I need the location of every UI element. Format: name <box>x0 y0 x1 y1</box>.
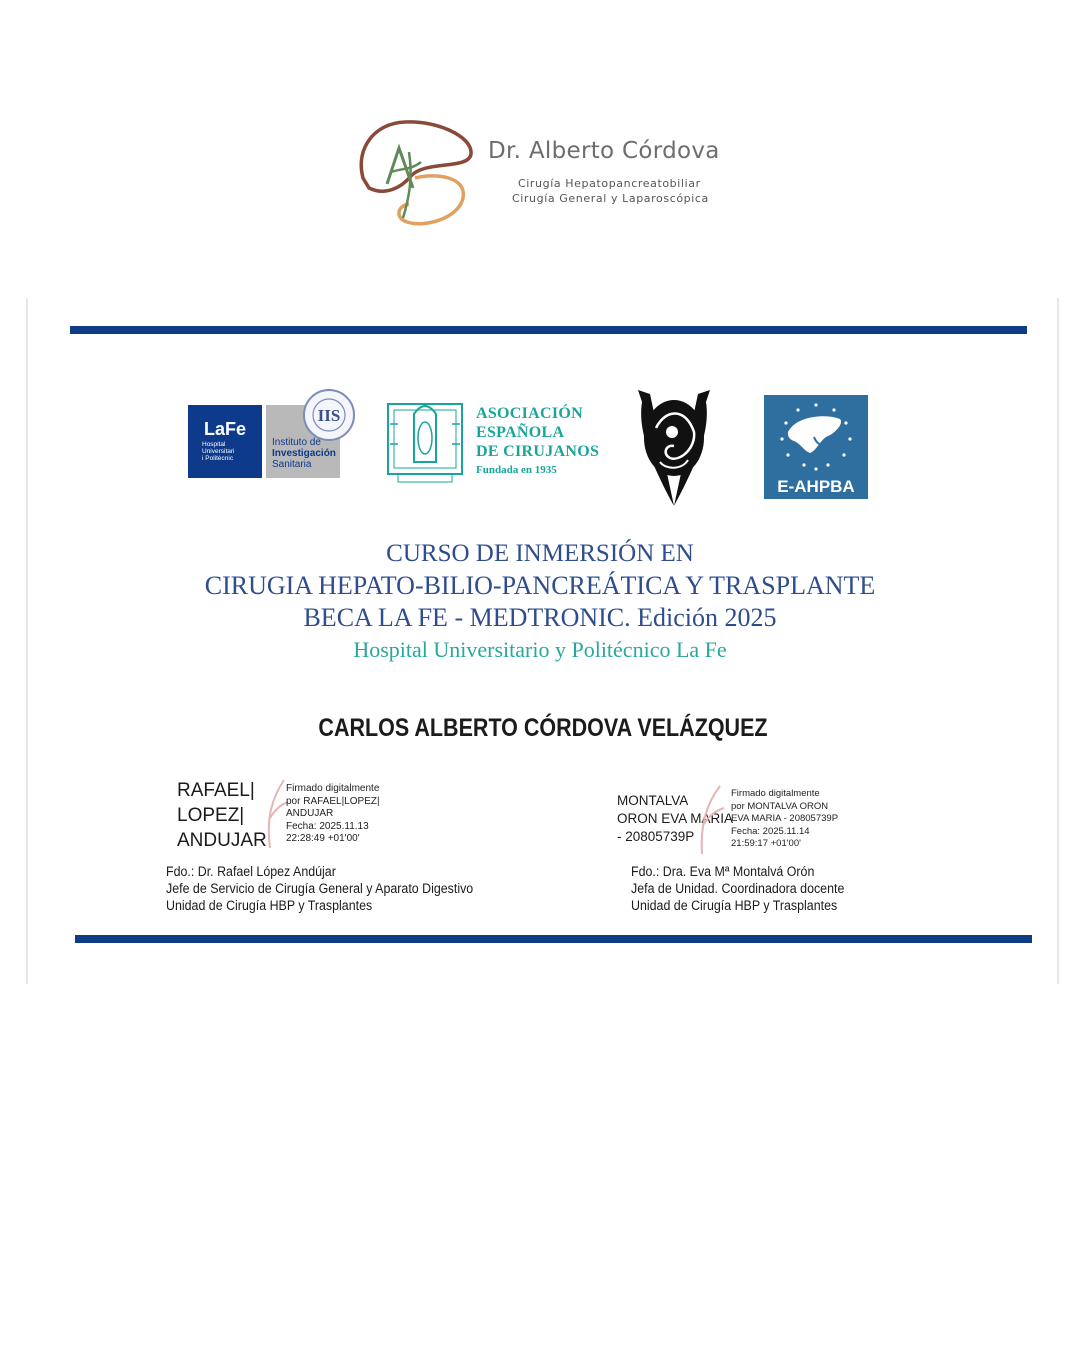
aec-name: ASOCIACIÓN ESPAÑOLA DE CIRUJANOS <box>476 405 600 460</box>
aec-seal-icon <box>384 394 466 486</box>
right-signature-stroke-icon <box>694 784 728 856</box>
course-title-line-3: BECA LA FE - MEDTRONIC. Edición 2025 <box>303 603 777 632</box>
eahpba-logo <box>764 395 868 499</box>
left-signature-meta: Firmado digitalmente por RAFAEL|LOPEZ| ANDUJAR Fecha: 2025.11.13 22:28:49 +01'00' <box>286 783 380 844</box>
eahpba-label: E-AHPBA <box>777 477 855 496</box>
brand-subtitle-2: Cirugía General y Laparoscópica <box>512 192 709 205</box>
brand-header <box>355 118 735 228</box>
hospital-name: Hospital Universitario y Politécnico La Fe <box>353 637 727 662</box>
lafe-small-text: Hospital Universitari i Politècnic <box>202 441 235 462</box>
left-signer-details: Fdo.: Dr. Rafael López Andújar Jefe de Servicio de Cirugía General y Aparato Digestivo Unidad de Cirugía HBP y Trasplantes <box>166 864 474 913</box>
brand-subtitle-1: Cirugía Hepatopancreatobiliar <box>518 177 701 190</box>
liver-stars-icon <box>764 395 868 475</box>
shield-emblem-icon <box>636 388 712 508</box>
brand-name: Dr. Alberto Córdova <box>488 138 720 164</box>
course-title-line-2: CIRUGIA HEPATO-BILIO-PANCREÁTICA Y TRASPLANTE <box>204 571 876 600</box>
aec-founded: Fundada en 1935 <box>476 464 557 476</box>
iis-text: Instituto de Investigación Sanitaria <box>272 437 336 470</box>
course-title-line-1: CURSO DE INMERSIÓN EN <box>386 540 694 567</box>
brand-logo-icon <box>355 118 475 228</box>
right-signer-details: Fdo.: Dra. Eva Mª Montalvá Orón Jefa de Unidad. Coordinadora docente Unidad de Cirugía HBP y Trasplantes <box>631 864 845 913</box>
right-signer-name: MONTALVA ORON EVA MARIA - 20805739P <box>617 793 734 844</box>
lafe-logo <box>188 405 262 478</box>
lafe-word: LaFe <box>204 419 247 439</box>
bottom-rule <box>75 935 1032 943</box>
svg-text:IIS: IIS <box>317 406 341 425</box>
recipient-name: CARLOS ALBERTO CÓRDOVA VELÁZQUEZ <box>318 714 768 742</box>
iis-seal-icon <box>302 388 356 442</box>
left-signer-name: RAFAEL| LOPEZ| ANDUJAR <box>177 780 267 851</box>
top-rule <box>70 326 1027 334</box>
right-signature-meta: Firmado digitalmente por MONTALVA ORON EVA MARIA - 20805739P Fecha: 2025.11.14 21:59:17 +01'00' <box>731 788 839 849</box>
